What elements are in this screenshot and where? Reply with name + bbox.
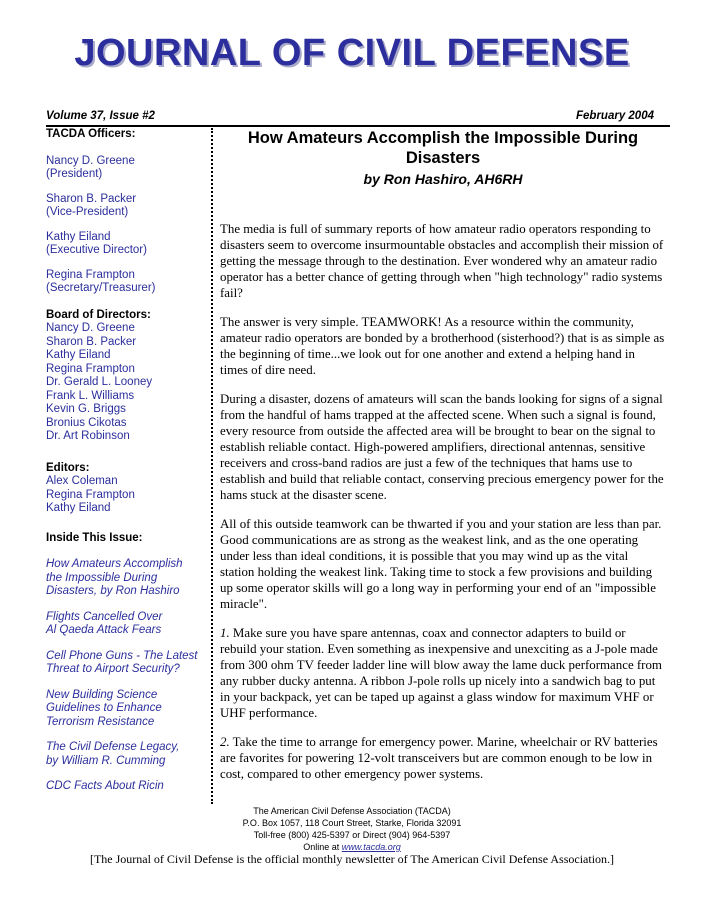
officer-entry — [46, 193, 206, 220]
officer-name: Sharon B. Packer — [46, 192, 137, 205]
editor-name: Kathy Eiland — [46, 502, 111, 514]
article-body — [220, 221, 665, 795]
board-heading: Board of Directors: — [46, 308, 151, 321]
toc-line: Cell Phone Guns - The Latest — [46, 649, 198, 662]
toc-item[interactable] — [46, 780, 206, 794]
title-line: Disasters — [405, 149, 481, 167]
toc-line: Guidelines to Enhance — [46, 702, 162, 714]
title-line: How Amateurs Accomplish the Impossible During — [247, 129, 639, 147]
toc-item[interactable] — [46, 558, 206, 599]
toc-line: Disasters, by Ron Hashiro — [46, 585, 180, 597]
website-link[interactable]: www.tacda.org — [341, 842, 401, 852]
paragraph: The answer is very simple. TEAMWORK! As a resource within the community, amateur radio operators are bonded by a brotherhood (sisterhood?) that is as simple as the beginning of time...we look out for one another and extend a helping hand in times of dire need. — [220, 315, 665, 377]
board-member: Kathy Eiland — [46, 349, 111, 361]
board-member: Sharon B. Packer — [46, 335, 137, 348]
volume-issue: Volume 37, Issue #2 — [46, 110, 155, 122]
editors-heading: Editors: — [46, 461, 90, 474]
editors-list — [46, 462, 206, 516]
officer-role: (Vice-President) — [46, 206, 129, 218]
toc-line: Al Qaeda Attack Fears — [46, 624, 162, 636]
officer-entry — [46, 269, 206, 296]
toc-item[interactable] — [46, 650, 206, 677]
board-member: Frank L. Williams — [46, 389, 135, 402]
board-member: Bronius Cikotas — [46, 416, 127, 429]
paragraph: The media is full of summary reports of how amateur radio operators responding to disasters seem to overcome insurmountable obstacles and accomplish their mission of getting the message through to the destination. Ever wondered why an amateur radio operator has a better chance of getting through when "high technology" radio systems fail? — [220, 222, 664, 300]
issue-date: February 2004 — [576, 110, 654, 122]
column-divider — [211, 128, 213, 804]
officer-entry — [46, 231, 206, 258]
paragraph: All of this outside teamwork can be thwarted if you and your station are less than par. Good communications are as strong as the weakest link, and as the one operating under less than ideal conditions, it is possible that you may wind up as the vital station holding the weakest link. Taking time to stock a few provisions and building up some operator skills will go a long way in performing your end of an "impossible miracle". — [220, 517, 662, 611]
issue-line — [46, 110, 670, 124]
officers-heading: TACDA Officers: — [46, 128, 136, 140]
footer-phone: Toll-free (800) 425-5397 or Direct (904) 964-5397 — [253, 830, 451, 840]
editor-name: Regina Frampton — [46, 488, 135, 501]
numbered-paragraph — [220, 734, 665, 782]
officer-name: Kathy Eiland — [46, 230, 111, 243]
editor-name: Alex Coleman — [46, 475, 118, 487]
sidebar — [46, 128, 206, 806]
footer-org: The American Civil Defense Association (TACDA) — [253, 806, 451, 816]
officer-name: Nancy D. Greene — [46, 154, 135, 167]
toc-line: New Building Science — [46, 688, 158, 701]
item-text: Make sure you have spare antennas, coax and connector adapters to build or rebuild your station. Even something as inexpensive and unexciting as a J-pole made from 300 ohm TV feeder ladder line will blow away the lame duck performance from any rubber ducky antenna. A ribbon J-pole rolls up nicely into a sandwich bag to put in your backpack, yet can be taped up against a glass window for maximum VHF or UHF performance. — [220, 626, 662, 720]
footer-address: P.O. Box 1057, 118 Court Street, Starke, Florida 32091 — [242, 818, 462, 828]
toc-line: Terrorism Resistance — [46, 715, 155, 728]
toc-line: The Civil Defense Legacy, — [46, 741, 180, 753]
toc-line: CDC Facts About Ricin — [46, 780, 164, 792]
toc-line: Flights Cancelled Over — [46, 610, 163, 623]
officer-entry — [46, 155, 206, 182]
board-member: Regina Frampton — [46, 362, 135, 375]
toc-line: Threat to Airport Security? — [46, 663, 180, 675]
officer-role: (Executive Director) — [46, 244, 147, 256]
header-rule — [46, 125, 670, 127]
newsletter-note: [The Journal of Civil Defense is the official monthly newsletter of The American Civil Defense Association.] — [89, 852, 615, 866]
footer — [0, 805, 704, 853]
officer-role: (Secretary/Treasurer) — [46, 282, 156, 294]
numbered-paragraph — [220, 625, 665, 721]
paragraph: During a disaster, dozens of amateurs will scan the bands looking for signs of a signal from the handful of hams trapped at the affected scene. When such a signal is found, every resource from outside the affected area will be brought to bear on the signal to establish reliable contact. High-powered amplifiers, directional antennas, sensitive receivers and cross-band radios are just a few of the techniques that hams use to establish and build that reliable contact, conserving precious emergency power for the hams stuck at the disaster scene. — [220, 392, 664, 502]
item-number: 2. — [220, 735, 230, 749]
item-number: 1. — [220, 626, 230, 640]
article-byline: by Ron Hashiro, AH6RH — [363, 171, 523, 187]
board-member: Dr. Gerald L. Looney — [46, 376, 153, 388]
officer-name: Regina Frampton — [46, 268, 135, 281]
toc-line: by William R. Cumming — [46, 754, 166, 767]
board-member: Nancy D. Greene — [46, 322, 135, 334]
masthead-title: JOURNAL OF CIVIL DEFENSE — [74, 32, 630, 74]
inside-heading: Inside This Issue: — [46, 531, 143, 544]
toc-line: the Impossible During — [46, 571, 158, 584]
toc-item[interactable] — [46, 741, 206, 768]
toc-item[interactable] — [46, 611, 206, 638]
item-text: Take the time to arrange for emergency power. Marine, wheelchair or RV batteries are favorites for powering 12-volt transceivers but are common enough to be low in cost, compared to other emergency power systems. — [220, 735, 658, 781]
board-list — [46, 309, 206, 444]
article-title — [218, 128, 668, 168]
officer-role: (President) — [46, 168, 103, 180]
board-member: Dr. Art Robinson — [46, 430, 130, 442]
toc-line: How Amateurs Accomplish — [46, 558, 183, 570]
toc-item[interactable] — [46, 689, 206, 730]
board-member: Kevin G. Briggs — [46, 403, 126, 415]
online-label: Online at — [303, 842, 342, 852]
